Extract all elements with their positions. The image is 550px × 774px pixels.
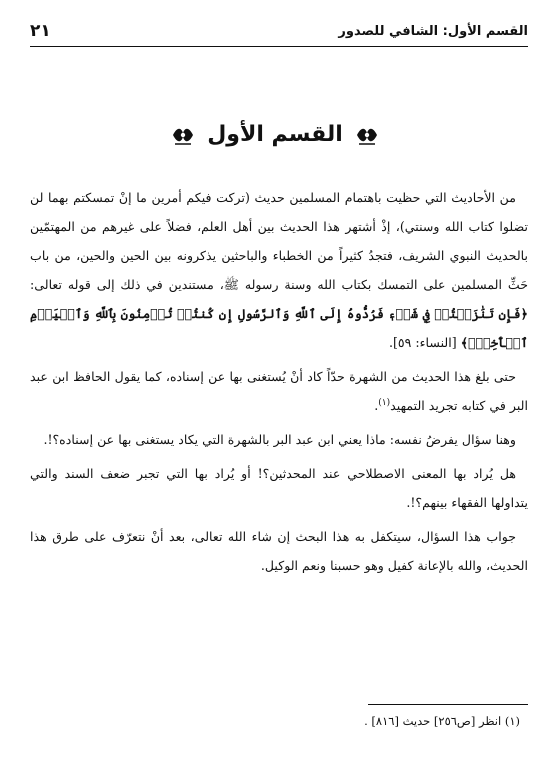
paragraph: حتى بلغ هذا الحديث من الشهرة حدّاً كاد أنْ يُستغنى بها عن إسناده، كما يقول الحافظ ابن عبد البر في كتابه تجريد التمهيد$^{(١)}$. (30, 369, 528, 413)
header-divider (30, 46, 528, 47)
body-text (30, 183, 528, 585)
paragraph: جواب هذا السؤال، سيتكفل به هذا البحث إن شاء الله تعالى، بعد أنْ نتعرّف على طرق هذا الحديث، والله بالإعانة كفيل وهو حسبنا ونعم الوكيل. (30, 529, 528, 573)
paragraph: وهنا سؤال يفرضُ نفسه: ماذا يعني ابن عبد البر بالشهرة التي يكاد يستغنى بها عن إسناده؟!. (43, 432, 516, 447)
verse-citation: [النساء: ٥٩]. (388, 335, 461, 350)
running-header (30, 18, 528, 44)
paragraph: هل يُراد بها المعنى الاصطلاحي عند المحدثين؟! أو يُراد بها التي تجبر ضعف السند والتي يتداولها الفقهاء بينهم؟!. (30, 466, 528, 510)
footnote-divider (368, 704, 528, 705)
paragraph: من الأحاديث التي حظيت باهتمام المسلمين حديث (تركت فيكم أمرين ما إنْ تمسكتم بهما لن تضلوا كتاب الله وسنتي)، إذْ أشتهر هذا الحديث بين أهل العلم، فضلاً على غيرهم من المهتمّين بالحديث النبوي الشريف، فتجدُ كثيراً من الخطباء والباحثين يذكرونه بين الحين والحين، من باب حَثِّ المسلمين على التمسك بكتاب الله وسنة رسوله ﷺ، مستندين في ذلك إلى قوله تعالى: ﴿فَإِن تَنَٰزَعۡتُمۡ فِي شَيۡءٖ فَرُدُّوهُ إِلَى ٱللَّهِ وَٱلرَّسُولِ إِن كُنتُمۡ تُؤۡمِنُونَ بِٱللَّهِ وَٱلۡيَوۡمِ ٱلۡأٓخِرِۚ﴾ [النساء: ٥٩]. (30, 190, 528, 350)
ornament-icon (355, 124, 379, 146)
quran-verse: ﴿فَإِن تَنَٰزَعۡتُمۡ فِي شَيۡءٖ فَرُدُّوهُ إِلَى ٱللَّهِ وَٱلرَّسُولِ إِن كُنتُمۡ تُؤۡمِنُونَ بِٱللَّهِ وَٱلۡيَوۡمِ ٱلۡأٓخِرِۚ﴾ (30, 306, 528, 350)
running-title: القسم الأول: الشافي للصدور (338, 23, 528, 39)
section-heading (0, 122, 550, 147)
section-title: القسم الأول (207, 122, 343, 147)
footnote-reference[interactable]: (١) (378, 397, 391, 408)
footnote-text: انظر [ص٢٥٦] حديث [٨١٦] . (364, 714, 502, 728)
footnote (30, 712, 520, 730)
footnote-number: (١) (504, 714, 520, 728)
page-number: ٢١ (30, 21, 51, 41)
ornament-icon (171, 124, 195, 146)
